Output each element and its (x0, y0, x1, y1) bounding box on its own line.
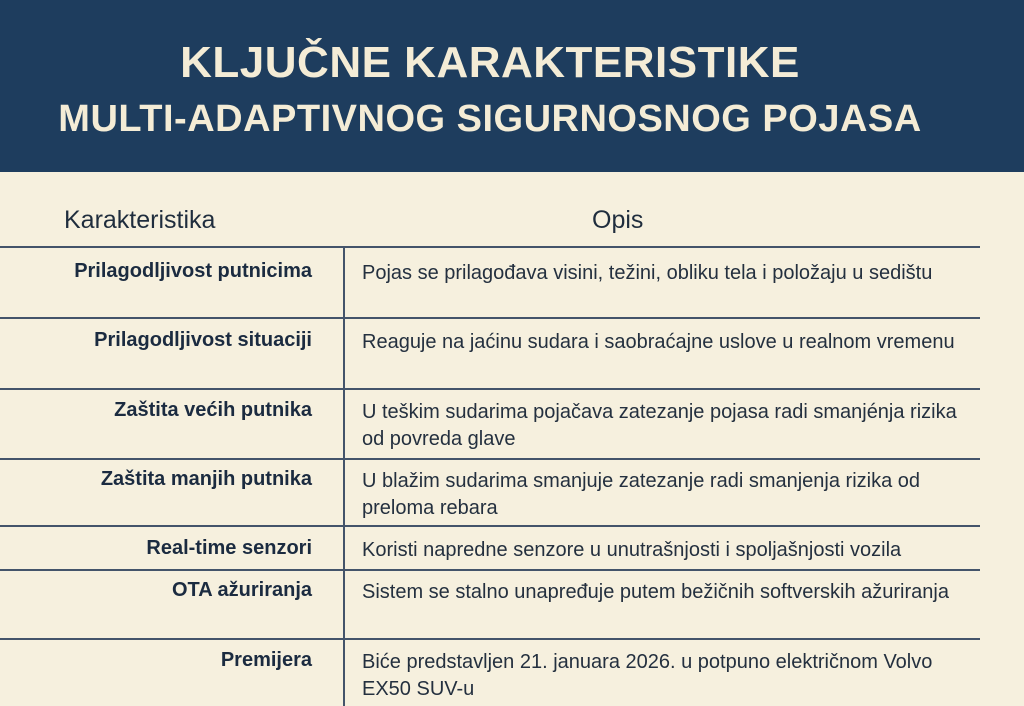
row-description: Reaguje na jaćinu sudara i saobraćajne uslove u realnom vremenu (362, 331, 955, 353)
row-description: Biće predstavljen 21. januara 2026. u potpuno električnom Volvo EX50 SUV-u (362, 651, 933, 700)
title-banner (0, 0, 1024, 172)
row-description: U teškim sudarima pojačava zatezanje pojasa radi smanjénja rizika od povreda glave (362, 401, 957, 450)
row-feature: Real-time senzori (146, 537, 312, 559)
row-divider (0, 638, 980, 640)
row-divider (0, 388, 980, 390)
column-header-description: Opis (592, 206, 644, 234)
row-feature: Prilagodljivost putnicima (74, 260, 312, 282)
header-divider (0, 246, 980, 248)
column-divider (343, 246, 345, 706)
features-table (0, 172, 1024, 700)
column-header-feature: Karakteristika (64, 206, 216, 234)
row-feature: Zaštita manjih putnika (100, 468, 312, 490)
row-divider (0, 458, 980, 460)
row-description: Pojas se prilagođava visini, težini, obliku tela i položaju u sedištu (362, 262, 933, 284)
row-divider (0, 317, 980, 319)
row-description: Koristi napredne senzore u unutrašnjosti i spoljašnjosti vozila (362, 539, 902, 561)
row-feature: Zaštita većih putnika (114, 399, 312, 421)
row-feature: OTA ažuriranja (171, 579, 312, 601)
row-divider (0, 569, 980, 571)
row-description: Sistem se stalno unapređuje putem bežičnih softverskih ažuriranja (362, 581, 949, 603)
row-description: U blažim sudarima smanjuje zatezanje radi smanjenja rizika od preloma rebara (362, 470, 921, 519)
row-divider (0, 525, 980, 527)
title-line-2: MULTI-ADAPTIVNOG SIGURNOSNOG POJASA (58, 98, 922, 140)
row-feature: Premijera (220, 649, 312, 671)
row-feature: Prilagodljivost situaciji (94, 329, 312, 351)
title-line-1: KLJUČNE KARAKTERISTIKE (180, 38, 800, 87)
